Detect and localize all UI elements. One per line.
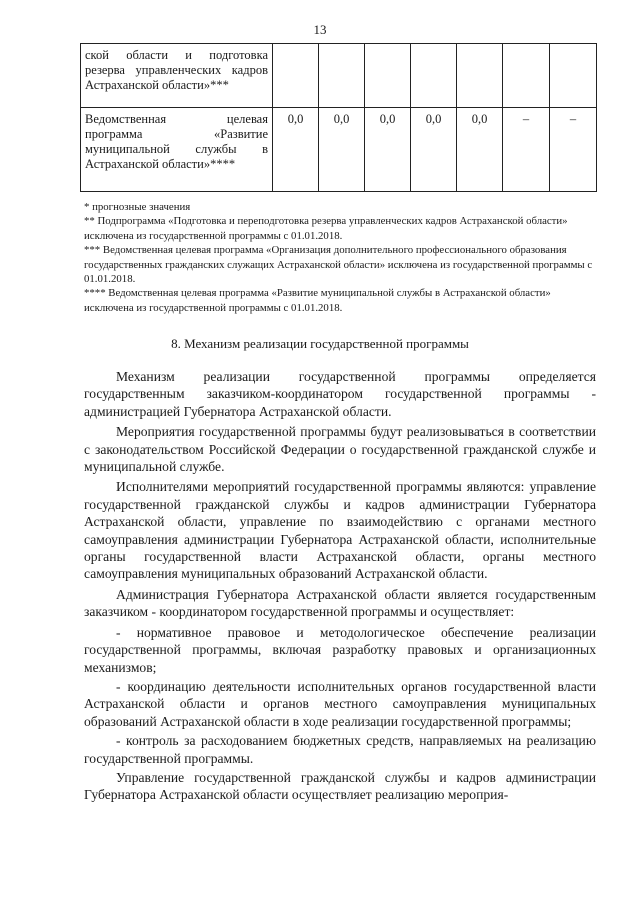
paragraph: Механизм реализации государственной программы определяется государственным заказчиком-координатором государственной программы - администрацией Губернатора Астраханской области. xyxy=(84,369,596,419)
list-item: - контроль за расходованием бюджетных средств, направляемых на реализацию государственной программы. xyxy=(84,733,596,766)
value-cell: – xyxy=(503,108,550,192)
value-cell xyxy=(411,44,457,108)
program-table xyxy=(80,43,597,192)
footnote: *** Ведомственная целевая программа «Организация дополнительного профессионального образования государственных гражданских служащих Астраханской области» исключена из государственной программы с 01.01.2018. xyxy=(84,244,593,286)
footnotes xyxy=(84,200,594,315)
page-number: 13 xyxy=(313,22,327,37)
section-title: 8. Механизм реализации государственной программы xyxy=(171,336,469,351)
paragraph: Исполнителями мероприятий государственной программы являются: управление государственной гражданской службы и кадров администрации Губернатора Астраханской области, управление по взаимодействию с органами местного самоуправления администрации Губернатора Астраханской области, исполнительные органы государственной власти Астраханской области, органы местного самоуправления муниципальных образований Астраханской области. xyxy=(84,479,596,582)
footnote: **** Ведомственная целевая программа «Развитие муниципальной службы в Астраханской области» исключена из государственной программы с 01.01.2018. xyxy=(84,287,551,314)
value-cell: 0,0 xyxy=(411,108,457,192)
list-item: - нормативное правовое и методологическое обеспечение реализации государственной программы, включая разработку правовых и организационных механизмов; xyxy=(84,624,596,675)
value-cell xyxy=(457,44,503,108)
value-cell: 0,0 xyxy=(457,108,503,192)
value-cell: 0,0 xyxy=(273,108,319,192)
value-cell: 0,0 xyxy=(365,108,411,192)
value-cell xyxy=(273,44,319,108)
value-cell xyxy=(319,44,365,108)
value-cell: 0,0 xyxy=(319,108,365,192)
footnote: ** Подпрограмма «Подготовка и переподготовка резерва управленческих кадров Астраханской области» исключена из государственной программы с 01.01.2018. xyxy=(84,215,568,242)
value-cell xyxy=(365,44,411,108)
value-cell xyxy=(503,44,550,108)
section-body xyxy=(84,368,596,807)
table-row xyxy=(81,108,597,192)
paragraph: Администрация Губернатора Астраханской области является государственным заказчиком - координатором государственной программы и осуществляет: xyxy=(84,586,596,620)
footnote: * прогнозные значения xyxy=(84,201,191,213)
program-name-cell: Ведомственная целевая программа «Развитие муниципальной службы в Астраханской области»**** xyxy=(81,108,273,192)
paragraph: Управление государственной гражданской службы и кадров администрации Губернатора Астраханской области осуществляет реализацию мероприя- xyxy=(84,769,596,803)
program-name-cell: ской области и подготовка резерва управленческих кадров Астраханской области»*** xyxy=(81,44,273,108)
value-cell xyxy=(550,44,597,108)
paragraph: Мероприятия государственной программы будут реализовываться в соответствии с законодательством Российской Федерации о государственной гражданской службе и муниципальной службе. xyxy=(84,424,596,475)
list-item: - координацию деятельности исполнительных органов государственной власти Астраханской области и органов местного самоуправления муниципальных образований Астраханской области в ходе реализации государственной программы; xyxy=(84,678,596,729)
table-row xyxy=(81,44,597,108)
value-cell: – xyxy=(550,108,597,192)
